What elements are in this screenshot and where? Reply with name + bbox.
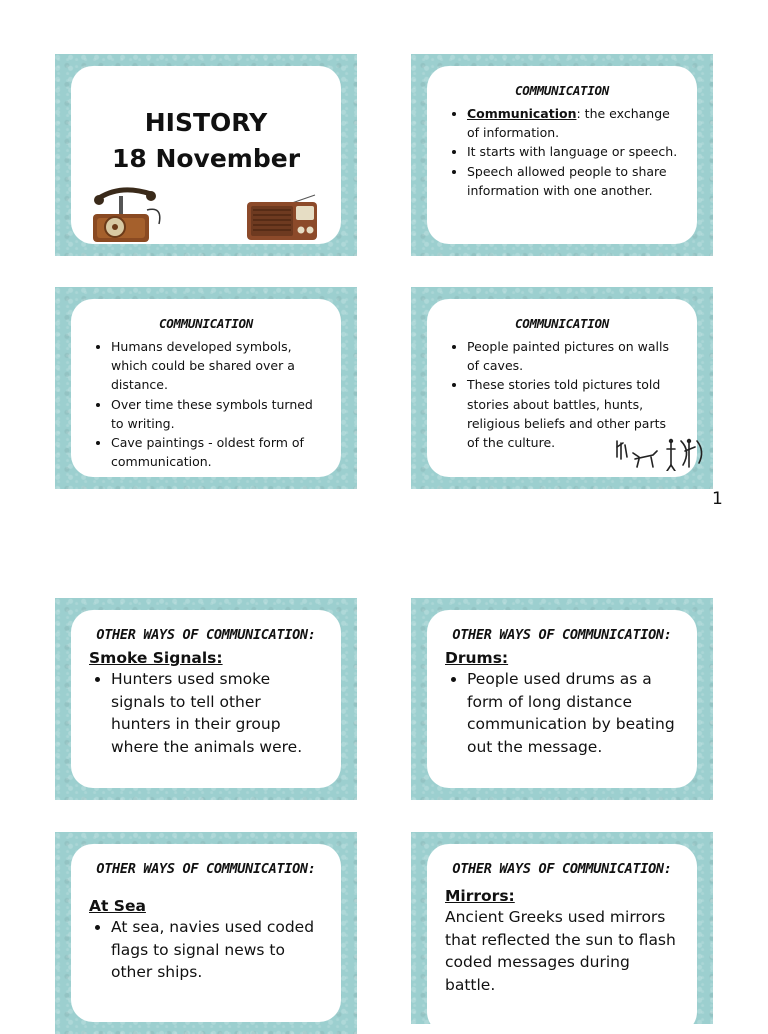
slide-card (427, 610, 697, 788)
subheading: Mirrors: (445, 887, 515, 905)
list-item: • People painted pictures on walls of caves. (467, 337, 679, 375)
list-item: • At sea, navies used coded flags to signal news to other ships. (111, 916, 323, 984)
list-item: • It starts with language or speech. (467, 142, 679, 161)
slide-card (71, 844, 341, 1022)
slide-card (427, 66, 697, 244)
subheading: At Sea (89, 897, 146, 915)
slide-title (55, 54, 357, 256)
subheading: Smoke Signals: (89, 649, 223, 667)
slide-heading: COMMUNICATION (515, 316, 609, 331)
title-date: 18 November (111, 144, 301, 173)
slide-communication-symbols (55, 287, 357, 489)
definition-text: : the exchange of information. (467, 106, 670, 141)
bullet-list (445, 668, 679, 758)
slide-mirrors (411, 832, 713, 1024)
bullet-list (89, 668, 323, 758)
slide-heading: COMMUNICATION (515, 83, 609, 98)
list-item: • Humans developed symbols, which could be shared over a distance. (111, 337, 323, 395)
slide-heading: OTHER WAYS OF COMMUNICATION: (452, 627, 672, 643)
bullet-list (445, 104, 679, 200)
slide-card (427, 844, 697, 1034)
body-text: Ancient Greeks used mirrors that reflected the sun to flash coded messages during battle. (445, 908, 676, 994)
slide-heading: OTHER WAYS OF COMMUNICATION: (96, 861, 316, 877)
slide-card (71, 610, 341, 788)
list-item: • Speech allowed people to share information with one another. (467, 162, 679, 200)
slide-heading: OTHER WAYS OF COMMUNICATION: (452, 861, 672, 877)
vintage-radio-icon (245, 194, 319, 242)
list-item: • Over time these symbols turned to writing. (111, 395, 323, 433)
slide-smoke-signals (55, 598, 357, 800)
term-communication: Communication (467, 106, 577, 121)
slide-card (427, 299, 697, 477)
slide-heading: OTHER WAYS OF COMMUNICATION: (96, 627, 316, 643)
subheading: Drums: (445, 649, 509, 667)
title-history: HISTORY (144, 108, 268, 137)
bullet-list (445, 337, 679, 452)
page-number: 1 (712, 489, 723, 509)
cave-painting-figures-icon (611, 437, 707, 471)
list-item: • Cave paintings - oldest form of communication. (111, 433, 323, 471)
slide-communication-definition (411, 54, 713, 256)
bullet-list (89, 337, 323, 471)
slide-communication-caves (411, 287, 713, 489)
slide-card (71, 299, 341, 477)
list-item (467, 104, 679, 142)
antique-telephone-icon (85, 180, 165, 244)
slide-card (71, 66, 341, 244)
slide-at-sea (55, 832, 357, 1034)
list-item: • Hunters used smoke signals to tell other hunters in their group where the animals were. (111, 668, 323, 758)
list-item: • People used drums as a form of long distance communication by beating out the message. (467, 668, 679, 758)
bullet-list (89, 916, 323, 984)
slide-heading: COMMUNICATION (159, 316, 253, 331)
slide-drums (411, 598, 713, 800)
list-item: • These stories told pictures told stories about battles, hunts, religious beliefs and other parts of the culture. (467, 375, 679, 452)
